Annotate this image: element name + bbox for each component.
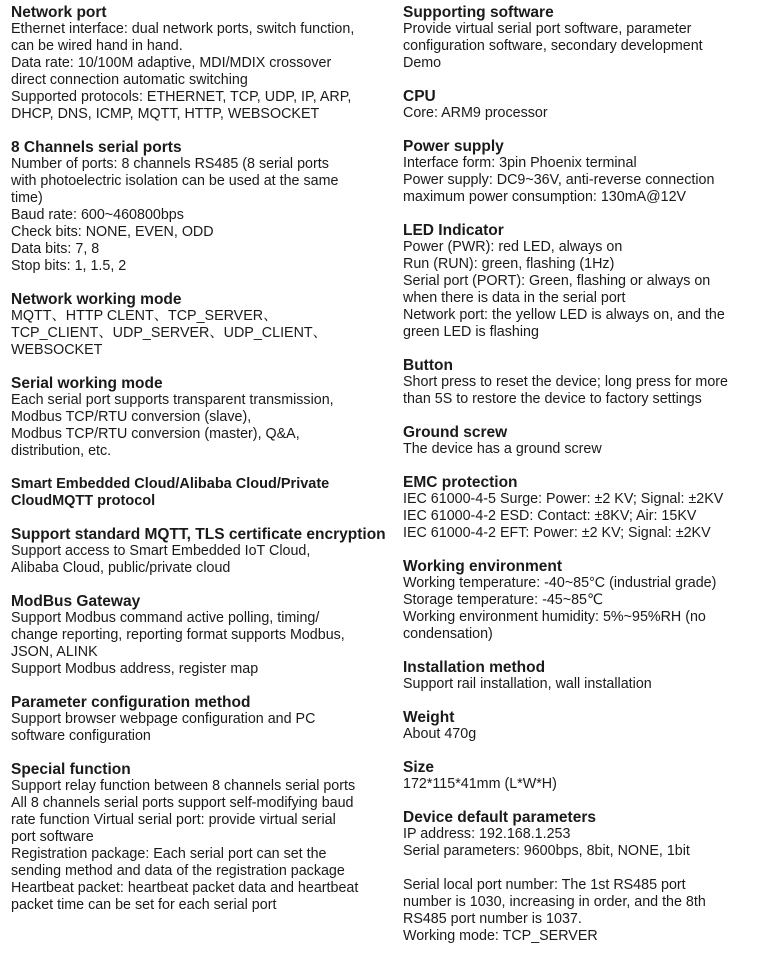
section-text-line: DHCP, DNS, ICMP, MQTT, HTTP, WEBSOCKET — [11, 106, 320, 122]
section-text-line: Working environment humidity: 5%~95%RH (no — [403, 609, 706, 625]
section-text-line: Supported protocols: ETHERNET, TCP, UDP, IP, ARP, — [11, 89, 352, 105]
section-text-line: Alibaba Cloud, public/private cloud — [11, 560, 231, 576]
section-text-line: Registration package: Each serial port can set the — [11, 846, 327, 862]
section-text-line: IEC 61000-4-2 ESD: Contact: ±8KV; Air: 15KV — [403, 508, 697, 524]
section-text-line: when there is data in the serial port — [403, 290, 626, 306]
section-text-line: Interface form: 3pin Phoenix terminal — [403, 155, 637, 171]
section-title: Power supply — [403, 138, 504, 155]
section-text-line: Power supply: DC9~36V, anti-reverse connection — [403, 172, 715, 188]
section-text-line: Working mode: TCP_SERVER — [403, 928, 598, 944]
section-title: Support standard MQTT, TLS certificate encryption — [11, 526, 386, 543]
section-text-line: Serial port (PORT): Green, flashing or always on — [403, 273, 711, 289]
section-smart-embedded-cloud-alibaba-cloud-priva — [11, 476, 393, 510]
section-text-line: Data rate: 10/100M adaptive, MDI/MDIX crossover — [11, 55, 332, 71]
section-title: EMC protection — [403, 474, 518, 491]
section-text-line: Ethernet interface: dual network ports, switch function, — [11, 21, 355, 37]
section-text-line: Serial local port number: The 1st RS485 port — [403, 877, 686, 893]
section-text-line: Provide virtual serial port software, parameter — [403, 21, 692, 37]
section-button — [403, 357, 759, 408]
section-modbus-gateway — [11, 593, 393, 678]
section-ground-screw — [403, 424, 759, 458]
section-text-line: Modbus TCP/RTU conversion (slave), — [11, 409, 252, 425]
section-text-line: number is 1030, increasing in order, and the 8th — [403, 894, 706, 910]
section-title: Weight — [403, 709, 455, 726]
section-text-line: IEC 61000-4-2 EFT: Power: ±2 KV; Signal: ±2KV — [403, 525, 711, 541]
section-title: ModBus Gateway — [11, 593, 141, 610]
section-title: Ground screw — [403, 424, 508, 441]
right-column — [403, 4, 759, 961]
section-title: Button — [403, 357, 453, 374]
section-led-indicator — [403, 222, 759, 341]
left-column — [11, 4, 393, 930]
section-installation-method — [403, 659, 759, 693]
section-text-line: Support relay function between 8 channels serial ports — [11, 778, 356, 794]
section-text-line: port software — [11, 829, 94, 845]
section-title: Working environment — [403, 558, 563, 575]
section-text-line: distribution, etc. — [11, 443, 112, 459]
section-text-line: Support Modbus address, register map — [11, 661, 259, 677]
section-text-line: The device has a ground screw — [403, 441, 602, 457]
section-title: Installation method — [403, 659, 546, 676]
section-text-line: RS485 port number is 1037. — [403, 911, 582, 927]
section-text-line: configuration software, secondary development — [403, 38, 703, 54]
section-text-line: change reporting, reporting format supports Modbus, — [11, 627, 345, 643]
section-parameter-configuration-method — [11, 694, 393, 745]
section-special-function — [11, 761, 393, 914]
section-text-line: All 8 channels serial ports support self-modifying baud — [11, 795, 354, 811]
section-text-line: JSON, ALINK — [11, 644, 98, 660]
section-support-standard-mqtt-tls-certificate-en — [11, 526, 393, 577]
section-text-line: Serial parameters: 9600bps, 8bit, NONE, 1bit — [403, 843, 690, 859]
section-title: Device default parameters — [403, 809, 596, 826]
section-title: LED Indicator — [403, 222, 504, 239]
section-text-line: Power (PWR): red LED, always on — [403, 239, 623, 255]
section-text-line: than 5S to restore the device to factory settings — [403, 391, 702, 407]
section-text-line: Each serial port supports transparent transmission, — [11, 392, 334, 408]
section-8-channels-serial-ports — [11, 139, 393, 275]
section-title: Supporting software — [403, 4, 554, 21]
section-text-line: Network port: the yellow LED is always on, and the — [403, 307, 725, 323]
section-title: Special function — [11, 761, 131, 778]
section-text-line: Modbus TCP/RTU conversion (master), Q&A, — [11, 426, 300, 442]
section-text-line: Working temperature: -40~85°C (industrial grade) — [403, 575, 717, 591]
section-text-line: condensation) — [403, 626, 493, 642]
section-text-line: maximum power consumption: 130mA@12V — [403, 189, 687, 205]
section-power-supply — [403, 138, 759, 206]
section-working-environment — [403, 558, 759, 643]
section-title: Smart Embedded Cloud/Alibaba Cloud/Private — [11, 476, 330, 492]
section-size — [403, 759, 759, 793]
section-text-line: direct connection automatic switching — [11, 72, 248, 88]
section-text-line: software configuration — [11, 728, 151, 744]
section-text-line: IEC 61000-4-5 Surge: Power: ±2 KV; Signal: ±2KV — [403, 491, 724, 507]
section-text-line: Support access to Smart Embedded IoT Cloud, — [11, 543, 311, 559]
section-text-line: WEBSOCKET — [11, 342, 103, 358]
section-text-line: Core: ARM9 processor — [403, 105, 548, 121]
spacer — [403, 860, 759, 877]
section-text-line: Check bits: NONE, EVEN, ODD — [11, 224, 214, 240]
section-title: Size — [403, 759, 435, 776]
section-text-line: Stop bits: 1, 1.5, 2 — [11, 258, 127, 274]
section-emc-protection — [403, 474, 759, 542]
section-text-line: time) — [11, 190, 43, 206]
section-text-line: Demo — [403, 55, 442, 71]
section-text-line: MQTT、HTTP CLENT、TCP_SERVER、 — [11, 308, 278, 324]
section-text-line: sending method and data of the registration package — [11, 863, 345, 879]
section-cpu — [403, 88, 759, 122]
section-text-line: About 470g — [403, 726, 477, 742]
section-title: 8 Channels serial ports — [11, 139, 182, 156]
section-text-line: Baud rate: 600~460800bps — [11, 207, 184, 223]
section-text-line: with photoelectric isolation can be used at the same — [11, 173, 339, 189]
section-serial-working-mode — [11, 375, 393, 460]
section-text-line: can be wired hand in hand. — [11, 38, 183, 54]
section-text-line: Data bits: 7, 8 — [11, 241, 100, 257]
section-title: CloudMQTT protocol — [11, 493, 156, 509]
section-text-line: packet time can be set for each serial port — [11, 897, 277, 913]
section-text-line: Run (RUN): green, flashing (1Hz) — [403, 256, 615, 272]
section-text-line: rate function Virtual serial port: provide virtual serial — [11, 812, 336, 828]
section-device-default-parameters — [403, 809, 759, 945]
section-network-working-mode — [11, 291, 393, 359]
section-title: Parameter configuration method — [11, 694, 251, 711]
section-title: Network port — [11, 4, 107, 21]
section-title: Network working mode — [11, 291, 182, 308]
section-text-line: Number of ports: 8 channels RS485 (8 serial ports — [11, 156, 329, 172]
section-title: CPU — [403, 88, 436, 105]
section-text-line: Support Modbus command active polling, timing/ — [11, 610, 320, 626]
section-text-line: Heartbeat packet: heartbeat packet data and heartbeat — [11, 880, 359, 896]
section-title: Serial working mode — [11, 375, 163, 392]
section-text-line: green LED is flashing — [403, 324, 539, 340]
section-weight — [403, 709, 759, 743]
section-text-line: Storage temperature: -45~85℃ — [403, 592, 604, 608]
section-supporting-software — [403, 4, 759, 72]
section-text-line: Short press to reset the device; long press for more — [403, 374, 729, 390]
section-network-port — [11, 4, 393, 123]
section-text-line: Support browser webpage configuration and PC — [11, 711, 316, 727]
section-text-line: IP address: 192.168.1.253 — [403, 826, 571, 842]
section-text-line: Support rail installation, wall installation — [403, 676, 652, 692]
section-text-line: TCP_CLIENT、UDP_SERVER、UDP_CLIENT、 — [11, 325, 327, 341]
section-text-line: 172*115*41mm (L*W*H) — [403, 776, 557, 792]
